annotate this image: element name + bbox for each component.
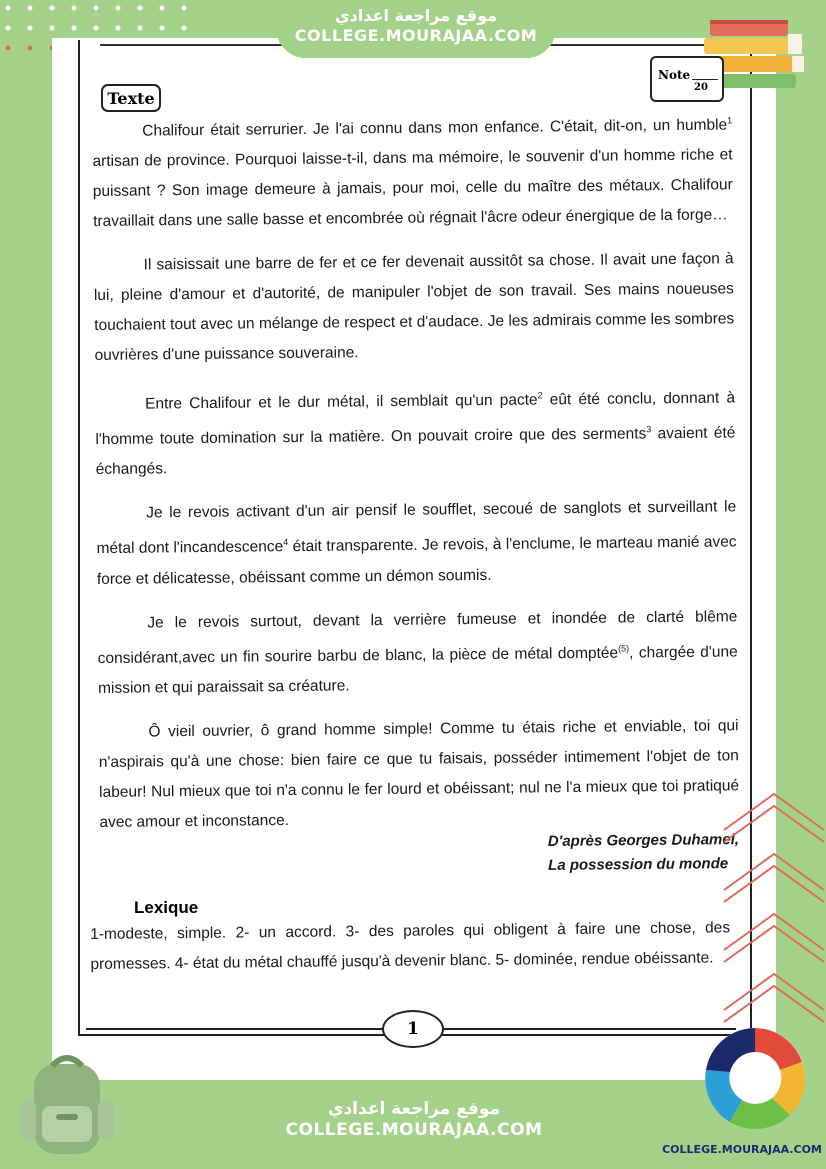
watermark-url-bottom[interactable]: COLLEGE.MOURAJAA.COM	[285, 1120, 543, 1140]
site-logo-icon[interactable]	[690, 1020, 820, 1140]
lexique-body: 1-modeste, simple. 2- un accord. 3- des paroles qui obligent à faire une chose, des promesses. 4- état du métal chauffé jusqu'à devenir blanc. 5- dominée, rendue obéissante.	[90, 919, 731, 973]
paragraph-4: Je le revois activant d'un air pensif le soufflet, secoué de sanglots et surveillant le métal dont l'incandescence$^4$ était transparente. Je revois, à l'enclume, le marteau manié avec force et délicatesse, obéissant comme un démon soumis.	[96, 498, 737, 588]
paragraph-5: Je le revois surtout, devant la verrière fumeuse et inondée de clarté blême considérant,avec un fin sourire barbu de blanc, la pièce de métal domptée$^{(5)}$, chargée d'une mission et qui paraissait sa créature.	[97, 607, 738, 697]
paragraph-1: Chalifour était serrurier. Je l'ai connu dans mon enfance. C'était, dit-on, un humble$^1$ artisan de province. Pourquoi laisse-t-il, dans ma mémoire, le souvenir d'un homme riche et puissant ? Son image demeure à jamais, pour moi, celle du maître des métaux. Chalifour travaillait dans une salle basse et encombrée où régnait l'âcre odeur énergique de la forge…	[92, 115, 733, 231]
backpack-icon	[12, 1050, 122, 1160]
paragraph-6: Ô vieil ouvrier, ô grand homme simple! Comme tu étais riche et enviable, toi qui n'aspirais qu'à une chose: bien faire ce que tu faisais, posséder intimement l'objet de ton labeur! Nul mieux que toi n'a connu le fer lourd et obéissant; nul ne l'a mieux que toi pratiqué avec amour et inconstance.	[98, 717, 740, 831]
page-number: 1	[382, 1010, 444, 1048]
top-watermark-banner	[276, 0, 556, 58]
watermark-arabic: موقع مراجعة اعدادي	[334, 6, 498, 25]
texte-label: Texte	[101, 84, 161, 112]
note-label: Note	[658, 68, 691, 82]
note-denominator: 20	[694, 82, 708, 93]
lexique-title: Lexique	[134, 898, 199, 917]
watermark-arabic-bottom: موقع مراجعة اعدادي	[327, 1098, 501, 1119]
bottom-watermark-banner	[268, 1080, 560, 1160]
paragraph-2: Il saisissait une barre de fer et ce fer devenait aussitôt sa chose. Il avait une façon à lui, pleine d'amour et d'autorité, de manipuler l'objet de son travail. Ses mains noueuses touchaient tout avec un mélange de respect et d'audace. Je les admirais comme les sombres ouvrières d'une puissance souveraine.	[93, 250, 735, 365]
source-author: D'après Georges Duhamel,	[547, 831, 740, 851]
note-fraction-line	[692, 79, 718, 80]
note-box	[650, 56, 724, 102]
watermark-url[interactable]: COLLEGE.MOURAJAA.COM	[294, 26, 538, 45]
chevron-up-decoration-icon	[710, 790, 826, 1030]
passage-text	[92, 105, 740, 851]
logo-url-text: COLLEGE.MOURAJAA.COM	[662, 1143, 822, 1156]
source-book: La possession du monde	[548, 855, 729, 874]
paragraph-3: Entre Chalifour et le dur métal, il semblait qu'un pacte$^2$ eût été conclu, donnant à l'homme toute domination sur la matière. On pouvait croire que des serments$^3$ avaient été échangés.	[95, 389, 736, 479]
